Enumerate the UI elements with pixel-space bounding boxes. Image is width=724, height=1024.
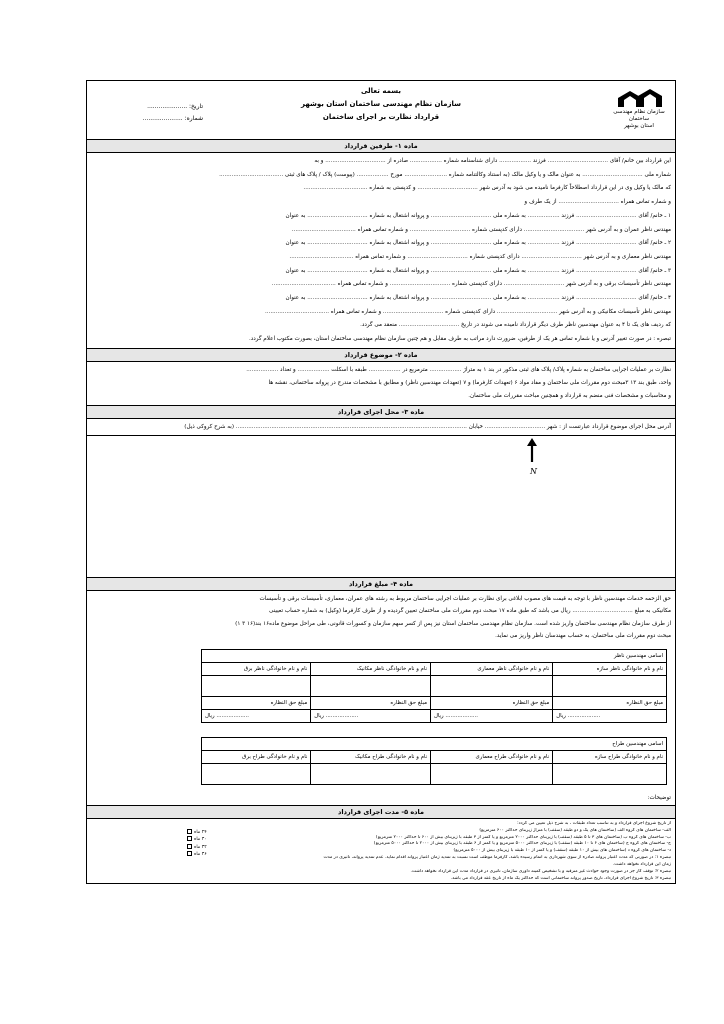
section-5-line: الف- ساختمان های گروه الف (ساختمان های یک و دو طبقه (سقف) با متراژ زیربنای حداکثر ۶۰۰ مترمربع) bbox=[479, 827, 671, 833]
section-1-line: شماره ملی .................................. به عنوان مالک و یا وکیل مالک (به استناد وکالتنامه شماره ........................ مورخ .................. (پیوست) پلاک / پلاک های ثبتی .................................... bbox=[219, 171, 671, 178]
section-1-line: ۱ ـ خانم/ آقای .................................. فرزند .................. به شماره ملی .................................. و پروانه اشتغال به شماره .................................. به عنوان bbox=[285, 212, 671, 219]
section-1-line: ۴ ـ خانم/ آقای .................................. فرزند .................. به شماره ملی .................................. و پروانه اشتغال به شماره .................................. به عنوان bbox=[285, 295, 671, 302]
section-1-line: این قرارداد بین خانم/ آقای .................................. فرزند .................. دارای شناسنامه شماره .................. صادره از .................................. و به bbox=[314, 158, 671, 164]
section-4-line: مبحث دوم مقررات ملی ساختمان، به حساب مهندسان ناظر واریز می نماید. bbox=[495, 633, 671, 640]
fee-value-cell[interactable]: ................... ریال bbox=[553, 709, 667, 722]
checkbox-icon[interactable] bbox=[187, 844, 192, 849]
explanations-label[interactable]: توضیحات: bbox=[87, 789, 675, 806]
section-5-line: تبصره ۱: در صورتی که مدت اعتبار پروانه صادره از سوی شهرداری به اتمام رسیده باشد، کارفرما موظف است نسبت به تمدید زمان اعتبار پروانه اقدام نماید. عدم تمدید پروانه، تأثیری در مدت bbox=[323, 855, 671, 861]
section-4-line: حق الزحمه خدمات مهندسین ناظر با توجه به قیمت های مصوب ابلاغی برای نظارت بر عملیات اجرایی ساختمان مربوط به رشته های عمران، معماری، تأسیسات برقی و تأسیسات bbox=[259, 595, 671, 602]
supervisor-col-header: نام و نام خانوادگی ناظر مکانیک bbox=[311, 662, 431, 675]
site-sketch-area[interactable] bbox=[87, 436, 675, 578]
date-number-fields bbox=[93, 101, 203, 125]
duration-option-label: ۳۲ ماه bbox=[194, 844, 207, 850]
fee-value-cell[interactable]: ................... ریال bbox=[431, 709, 553, 722]
designer-name-cell[interactable] bbox=[431, 763, 553, 784]
section-1-line: که مالک یا وکیل وی در این قرارداد اصطلاحاً کارفرما نامیده می شود به آدرس شهر .................................. و کدپستی به شماره .................................... bbox=[303, 185, 671, 192]
north-arrow-icon bbox=[525, 438, 539, 478]
section-5-line: ج- ساختمان های گروه ج (ساختمان های ۶ تا ۱۰ طبقه (سقف) با زیربنای حداکثر ۵۰۰۰ مترمربع و یا کمتر از ۶ طبقه با زیربنای بیش از ۲۰۰۰ تا حداکثر ۵۰۰۰ مترمربع) bbox=[373, 841, 671, 847]
section-1-line: ۲ ـ خانم/ آقای .................................. فرزند .................. به شماره ملی .................................. و پروانه اشتغال به شماره .................................. به عنوان bbox=[285, 240, 671, 247]
fee-label-cell: مبلغ حق النظاره bbox=[431, 696, 553, 709]
section-3-title: ماده ۳- محل اجرای قرارداد bbox=[87, 405, 675, 419]
logo-text-line2: استان بوشهر bbox=[624, 123, 654, 129]
site-address-line[interactable]: آدرس محل اجرای موضوع قرارداد عبارتست از : شهر .................................. خیابان .................................................................................................................................. (به شرح کروکی ذیل) bbox=[87, 419, 675, 436]
section-1-line: ۳ ـ خانم/ آقای .................................. فرزند .................. به شماره ملی .................................. و پروانه اشتغال به شماره .................................. به عنوان bbox=[285, 267, 671, 274]
section-5-line: ب- ساختمان های گروه ب (ساختمان های ۳ تا ۵ طبقه (سقف) با زیربنای حداکثر ۲۰۰۰ مترمربع و یا کمتر از ۳ طبقه با زیربنای بیش از ۶۰۰ تا حداکثر ۲۰۰۰ مترمربع) bbox=[375, 834, 671, 840]
section-5-line: زمان این قرارداد نخواهد داشت. bbox=[612, 862, 671, 868]
duration-option[interactable] bbox=[187, 836, 207, 843]
designer-name-cell[interactable] bbox=[553, 763, 667, 784]
fee-label-cell: مبلغ حق النظاره bbox=[202, 696, 311, 709]
duration-options bbox=[187, 829, 207, 859]
logo-text-line1: سازمان نظام مهندسی ساختمان bbox=[613, 109, 665, 122]
section-2-body bbox=[87, 362, 675, 406]
designer-col-header: نام و نام خانوادگی طراح سازه bbox=[553, 750, 667, 763]
designer-col-header: نام و نام خانوادگی طراح برق bbox=[202, 750, 311, 763]
section-1-line: مهندس ناظر عمران و به آدرس شهر .................................. دارای کدپستی شماره .................................. و شماره تماس همراه .................................... bbox=[291, 226, 671, 233]
number-field[interactable]: شماره: ..................... bbox=[142, 115, 203, 122]
building-logo-icon bbox=[614, 87, 664, 109]
designer-name-cell[interactable] bbox=[311, 763, 431, 784]
section-5-line: از تاریخ شروع اجرای قرارداد و به تناسب تعداد طبقات ، به شرح ذیل تعیین می گردد: bbox=[517, 820, 671, 826]
form-title: قرارداد نظارت بر اجرای ساختمان bbox=[322, 113, 440, 121]
section-5-body bbox=[87, 819, 675, 885]
section-4-line: از طرف سازمان نظام مهندسی ساختمان واریز شده است. سازمان نظام مهندسی ساختمان استان نیز پس از کسر سهم سازمان و کسورات قانونی، طی مراحل موضوع ماده۱۶ بند(۱۶ ۳ ۱) bbox=[235, 620, 671, 627]
duration-option-label: ۳۰ ماه bbox=[194, 837, 207, 843]
section-2-line: واحد، طبق بند ۱۳ ۳مبحث دوم مقررات ملی ساختمان و مفاد مواد ۶ (تعهدات کارفرما) و ۷ (تعهدات مهندسین ناظر) و مطابق با مشخصات مندرج در پروانه ساختمانی، نقشه ها bbox=[268, 380, 671, 387]
section-2-line: نظارت بر عملیات اجرایی ساختمان به شماره پلاک/ پلاک های ثبتی مذکور در بند ۱ به متراژ .................. مترمربع در .................. طبقه با اسکلت .................. و تعداد .................. bbox=[246, 366, 671, 373]
section-2-line: و محاسبات و مشخصات فنی منضم به قرارداد و همچنین مباحث مقررات ملی ساختمان. bbox=[468, 393, 671, 400]
duration-option[interactable] bbox=[187, 829, 207, 836]
bismillah-text: بسمه تعالی bbox=[360, 87, 402, 95]
org-name: سازمان نظام مهندسی ساختمان استان بوشهر bbox=[300, 100, 462, 108]
duration-option[interactable] bbox=[187, 844, 207, 851]
section-4-line: مکانیکی به مبلغ .................................. ریال می باشد که طبق ماده ۱۷ مبحث دوم مقررات ملی ساختمان تعیین گردیده و از طرف کارفرما (وکیل) به شماره حساب تعیینی bbox=[269, 608, 671, 615]
section-4-body bbox=[87, 591, 675, 645]
section-5-line: تبصره ۲: توقف کار جز در صورت وجود حوادث غیر مترقبه و با تشخیص کمیته داوری سازمان، تأثیری در قرارداد مدت این قرارداد نخواهد داشت. bbox=[410, 869, 671, 875]
north-label: N bbox=[530, 467, 537, 476]
fee-label-cell: مبلغ حق النظاره bbox=[311, 696, 431, 709]
section-1-body bbox=[87, 153, 675, 349]
checkbox-icon[interactable] bbox=[187, 836, 192, 841]
duration-option-label: ۳۶ ماه bbox=[194, 851, 207, 857]
section-4-title: ماده ۴- مبلغ قرارداد bbox=[87, 577, 675, 591]
contract-form bbox=[86, 80, 676, 884]
supervisors-table bbox=[201, 649, 667, 723]
section-1-line: مهندس ناظر تأسیسات مکانیکی و به آدرس شهر .................................. دارای کدپستی شماره .................................. و شماره تماس همراه .................................... bbox=[264, 308, 671, 315]
fee-value-cell[interactable]: ................... ریال bbox=[202, 709, 311, 722]
duration-option[interactable] bbox=[187, 851, 207, 858]
supervisors-table-title: اسامی مهندسین ناظر bbox=[202, 649, 667, 662]
header-titles bbox=[257, 85, 505, 124]
org-logo bbox=[611, 87, 667, 137]
supervisor-name-cell[interactable] bbox=[431, 675, 553, 696]
designer-col-header: نام و نام خانوادگی طراح معماری bbox=[431, 750, 553, 763]
section-1-line: مهندس ناظر معماری و به آدرس شهر .................................. دارای کدپستی شماره .................................. و شماره تماس همراه .................................... bbox=[289, 253, 671, 260]
section-1-line: مهندس ناظر تأسیسات برقی و به آدرس شهر .................................. دارای کدپستی شماره .................................. و شماره تماس همراه .................................... bbox=[271, 281, 671, 288]
checkbox-icon[interactable] bbox=[187, 851, 192, 856]
supervisor-col-header: نام و نام خانوادگی ناظر معماری bbox=[431, 662, 553, 675]
checkbox-icon[interactable] bbox=[187, 829, 192, 834]
section-2-title: ماده ۲- موضوع قرارداد bbox=[87, 348, 675, 362]
supervisor-name-cell[interactable] bbox=[311, 675, 431, 696]
duration-option-label: ۲۴ ماه bbox=[194, 829, 207, 835]
designers-table-title: اسامی مهندسین طراح bbox=[202, 737, 667, 750]
form-header bbox=[87, 81, 675, 140]
supervisor-col-header: نام و نام خانوادگی ناظر سازه bbox=[553, 662, 667, 675]
section-5-line: تبصره ۳: تاریخ شروع اجرای قرارداد، تاریخ صدور پروانه ساختمانی است که حداکثر یک ماه از تاریخ عقد قرارداد می باشد. bbox=[450, 875, 671, 881]
section-1-title: ماده ۱- طرفین قرارداد bbox=[87, 139, 675, 153]
designer-name-cell[interactable] bbox=[202, 763, 311, 784]
date-field[interactable]: تاریخ: ..................... bbox=[147, 103, 203, 110]
fee-value-cell[interactable]: ................... ریال bbox=[311, 709, 431, 722]
supervisor-name-cell[interactable] bbox=[202, 675, 311, 696]
section-1-line: که ردیف های یک تا ۴ به عنوان مهندسین ناظر طرف دیگر قرارداد نامیده می شوند در تاریخ .................................. منعقد می گردد. bbox=[360, 322, 671, 329]
supervisor-col-header: نام و نام خانوادگی ناظر برق bbox=[202, 662, 311, 675]
section-1-line: و شماره تماس همراه .................................. از یک طرف و bbox=[524, 199, 671, 206]
designers-table bbox=[201, 737, 667, 785]
supervisor-name-cell[interactable] bbox=[553, 675, 667, 696]
section-1-line: تبصره : در صورت تغییر آدرس و یا شماره تماس هر یک از طرفین، ضرورت دارد مراتب به طرف مقابل و هم چنین سازمان نظام مهندسی ساختمان استان، بصورت مکتوب اعلام گردد. bbox=[249, 336, 671, 343]
section-5-line: د- ساختمان های گروه د (ساختمان های بیش از ۱۰ طبقه (سقف) و یا کمتر از ۱۰ طبقه با زیربنای بیش از ۵۰۰۰ مترمربع) bbox=[453, 848, 671, 854]
section-5-title: ماده ۵- مدت اجرای قرارداد bbox=[87, 805, 675, 819]
designer-col-header: نام و نام خانوادگی طراح مکانیک bbox=[311, 750, 431, 763]
fee-label-cell: مبلغ حق النظاره bbox=[553, 696, 667, 709]
